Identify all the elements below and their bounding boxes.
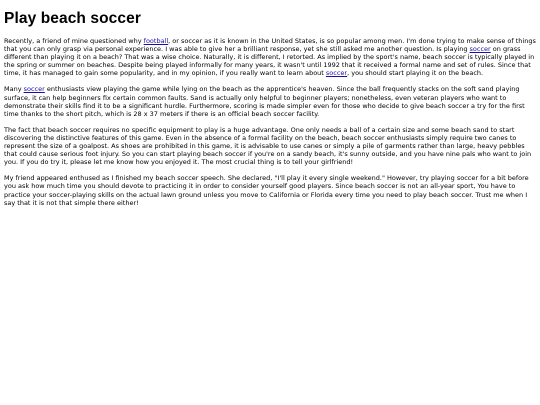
link-football[interactable]: football xyxy=(143,37,169,45)
link-soccer-3[interactable]: soccer xyxy=(23,85,45,94)
paragraph-text: The fact that beach soccer requires no specific equipment to play is a huge advantage. One only needs a ball of a certain size and some beach sand to start discovering the distinctive features of this game. Even in the absence of a formal facility on the beach, beach soccer enthusiasts simply require two canes to represent the size of a goalpost. As shoes are prohibited in this game, it is advisable to use canes or simply a pile of garments rather than large, heavy pebbles that could cause serious foot injury. So you can start playing beach soccer if you're on a sandy beach, it's sunny outside, and you have nine pals who want to join you. If you do try it, please let me know how you enjoyed it. The most crucial thing is to tell your girlfriend! xyxy=(4,125,532,167)
paragraph-text: enthusiasts view playing the game while lying on the beach as the apprentice's heaven. Since the ball frequently stacks on the soft sand playing surface, it can help beginners fix certain common faults. Sand is actually only helpful to beginner players; nonetheless, even veteran players who want to demonstrate their skills find it to be a significant hurdle. Furthermore, scoring is made simpler even for those who decide to give beach soccer a try for the first time thanks to the short pitch, which is 28 x 37 meters if there is an official beach soccer facility. xyxy=(4,85,525,118)
page-title: Play beach soccer xyxy=(4,10,141,27)
paragraph-conclusion xyxy=(4,174,536,206)
paragraph-intro xyxy=(4,37,536,77)
paragraph-text: Many xyxy=(4,85,24,94)
paragraph-text: , you should start playing it on the beach. xyxy=(347,69,484,78)
paragraph-text: on grass different than playing it on a beach? That was a wise choice. Naturally, it is different, I retorted. As implied by the sport's name, beach soccer is typically played in the spring or summer on beaches. Despite being played informally for many years, it wasn't until 1992 that it received a formal name and set of rules. Since that time, it has managed to gain some popularity, and in my opinion, if you really want to learn about xyxy=(4,45,535,78)
paragraph-text: My friend appeared enthused as I finished my beach soccer speech. She declared, "I'll play it every single weekend." However, try playing soccer for a bit before you ask how much time you should devote to practicing it in order to consider yourself good players. Since beach soccer is not an all-year sport, You have to practice your soccer-playing skills on the actual lawn ground unless you move to California or Florida every time you need to play beach soccer. Trust me when I say that it is not that simple there either! xyxy=(4,174,529,207)
paragraph-equipment xyxy=(4,126,536,166)
paragraph-text: , or soccer as it is known in the United States, is so popular among men. I'm done trying to make sense of things that you can only grasp via personal experience. I was able to give her a brilliant response, yet she still asked me another question. Is playing xyxy=(4,37,536,54)
link-soccer-2[interactable]: soccer xyxy=(325,69,348,78)
paragraph-beginners xyxy=(4,85,536,117)
link-soccer[interactable]: soccer xyxy=(469,45,491,54)
paragraph-text: Recently, a friend of mine questioned why xyxy=(4,37,144,45)
